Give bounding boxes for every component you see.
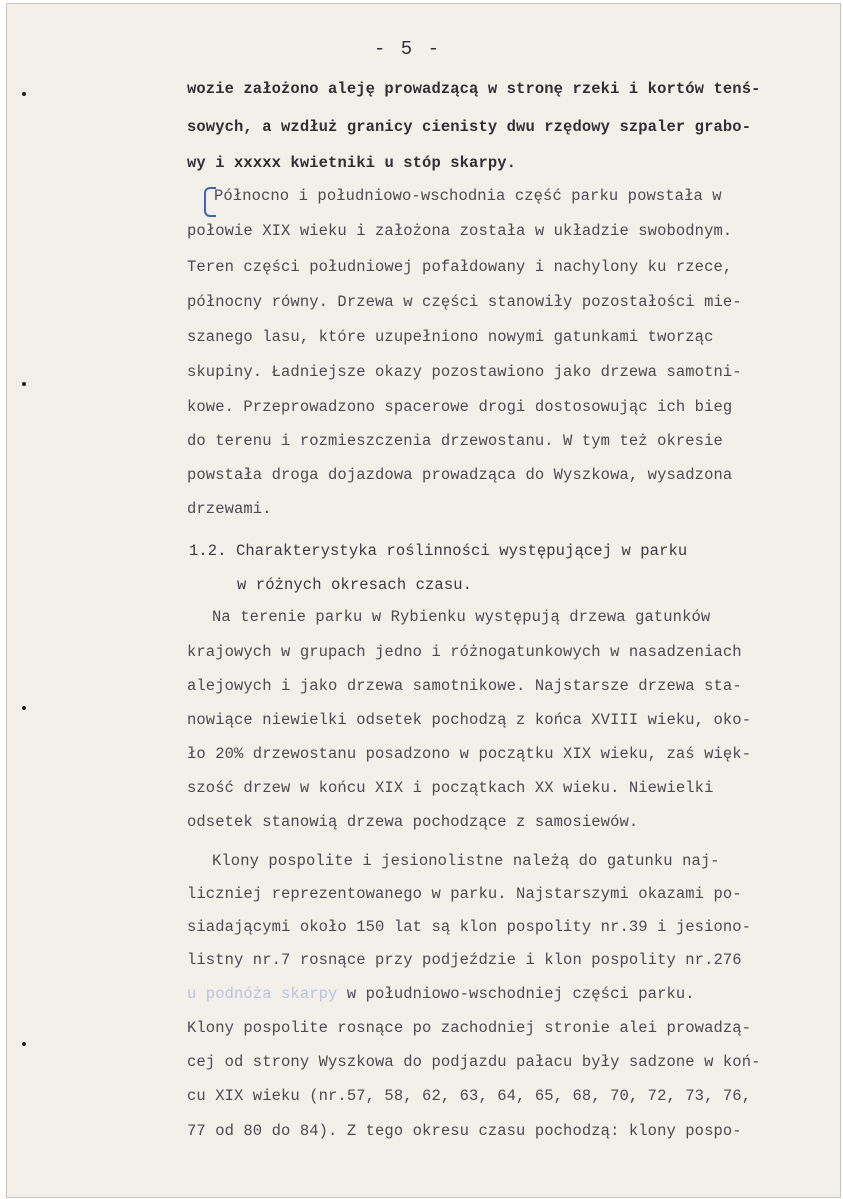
text-line: drzewami. bbox=[187, 500, 272, 518]
text-line: siadającymi około 150 lat są klon pospolity nr.39 i jesiono- bbox=[187, 918, 752, 936]
text-line: 77 od 80 do 84). Z tego okresu czasu pochodzą: klony pospo- bbox=[187, 1122, 742, 1140]
text-segment: wy i bbox=[187, 154, 235, 172]
text-segment: kwietniki u stóp skarpy. bbox=[281, 154, 517, 172]
text-line: kowe. Przeprowadzono spacerowe drogi dostosowując ich bieg bbox=[187, 398, 733, 416]
text-line: powstała droga dojazdowa prowadząca do Wyszkowa, wysadzona bbox=[187, 466, 733, 484]
section-heading: w różnych okresach czasu. bbox=[237, 576, 473, 594]
margin-mark bbox=[22, 706, 26, 710]
text-line: Teren części południowej pofałdowany i nachylony ku rzece, bbox=[187, 258, 733, 276]
margin-mark bbox=[22, 92, 26, 96]
text-line: cu XIX wieku (nr.57, 58, 62, 63, 64, 65, 68, 70, 72, 73, 76, bbox=[187, 1087, 752, 1105]
text-line: Klony pospolite i jesionolistne należą do gatunku naj- bbox=[212, 852, 720, 870]
text-line: sowych, a wzdłuż granicy cienisty dwu rzędowy szpaler grabo- bbox=[187, 118, 752, 136]
text-line: liczniej reprezentowanego w parku. Najstarszymi okazami po- bbox=[187, 885, 742, 903]
document-page bbox=[6, 3, 841, 1198]
text-line: Na terenie parku w Rybienku występują drzewa gatunków bbox=[212, 608, 711, 626]
text-line: alejowych i jako drzewa samotnikowe. Najstarsze drzewa sta- bbox=[187, 677, 742, 695]
text-line: Północno i południowo-wschodnia część parku powstała w bbox=[214, 187, 722, 205]
text-line bbox=[187, 154, 516, 172]
text-line: szość drzew w końcu XIX i początkach XX wieku. Niewielki bbox=[187, 779, 714, 797]
text-line: skupiny. Ładniejsze okazy pozostawiono jako drzewa samotni- bbox=[187, 363, 742, 381]
text-line: Klony pospolite rosnące po zachodniej stronie alei prowadzą- bbox=[187, 1019, 752, 1037]
text-line: odsetek stanowią drzewa pochodzące z samosiewów. bbox=[187, 813, 639, 831]
text-line: listny nr.7 rosnące przy podjeździe i klon pospolity nr.276 bbox=[187, 951, 742, 969]
margin-mark bbox=[22, 382, 26, 386]
text-line: wozie założono aleję prowadzącą w stronę rzeki i kortów tenś- bbox=[187, 80, 761, 98]
text-line: ło 20% drzewostanu posadzono w początku XIX wieku, zaś więk- bbox=[187, 745, 752, 763]
text-line bbox=[187, 985, 695, 1003]
text-line: do terenu i rozmieszczenia drzewostanu. W tym też okresie bbox=[187, 432, 723, 450]
struck-out-word: xxxxx bbox=[234, 154, 282, 172]
text-line: nowiące niewielki odsetek pochodzą z końca XVIII wieku, oko- bbox=[187, 711, 752, 729]
text-line: połowie XIX wieku i założona została w układzie swobodnym. bbox=[187, 222, 733, 240]
text-line: cej od strony Wyszkowa do podjazdu pałacu były sadzone w koń- bbox=[187, 1053, 761, 1071]
page-number: - 5 - bbox=[374, 38, 442, 60]
text-line: północny równy. Drzewa w części stanowiły pozostałości mie- bbox=[187, 293, 742, 311]
margin-mark bbox=[22, 1042, 26, 1046]
text-line: szanego lasu, które uzupełniono nowymi gatunkami tworząc bbox=[187, 328, 714, 346]
text-segment: w południowo-wschodniej części parku. bbox=[337, 985, 695, 1003]
text-line: krajowych w grupach jedno i różnogatunkowych w nasadzeniach bbox=[187, 643, 742, 661]
faded-text-segment: u podnóża skarpy bbox=[187, 985, 338, 1003]
section-heading: 1.2. Charakterystyka roślinności występującej w parku bbox=[189, 542, 688, 560]
